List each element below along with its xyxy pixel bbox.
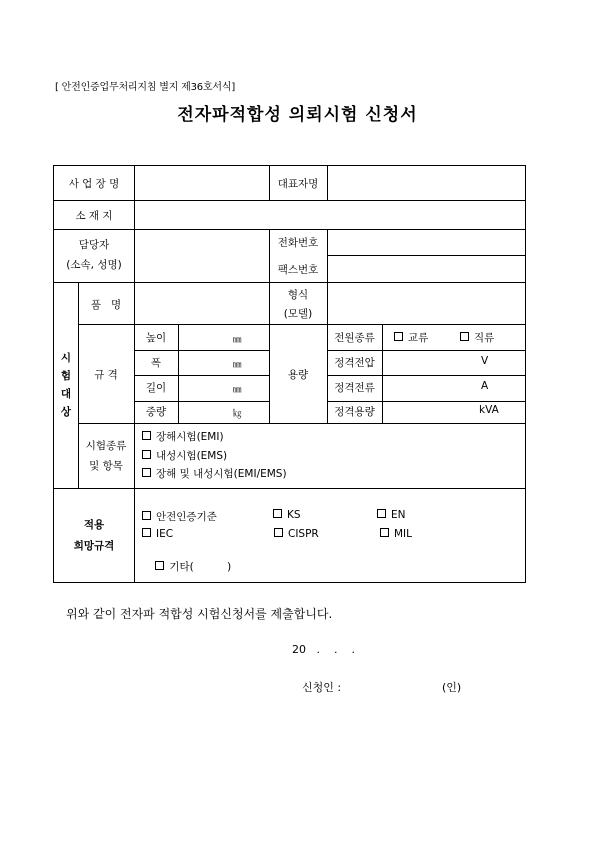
width-label: 폭 bbox=[150, 357, 162, 369]
length-label: 길이 bbox=[145, 382, 167, 394]
business-name-label: 사 업 장 명 bbox=[68, 178, 120, 190]
test-type-label: 시험종류 bbox=[85, 440, 127, 452]
contact-sublabel: (소속, 성명) bbox=[66, 259, 122, 271]
power-ac-checkbox[interactable] bbox=[394, 332, 403, 341]
date-line: 20 . . . bbox=[292, 643, 355, 656]
applicant-signature-field[interactable] bbox=[366, 676, 436, 694]
height-field[interactable] bbox=[179, 325, 229, 349]
standard-other-checkbox[interactable] bbox=[155, 561, 164, 570]
rated-current-field[interactable] bbox=[383, 376, 475, 400]
standard-safety-checkbox[interactable] bbox=[142, 511, 151, 520]
fax-field[interactable] bbox=[328, 256, 524, 281]
test-type-emi[interactable] bbox=[142, 429, 224, 444]
test-target-label-2: 험 bbox=[60, 370, 72, 382]
standard-iec-checkbox[interactable] bbox=[142, 528, 151, 537]
spec-label: 규 격 bbox=[94, 369, 118, 381]
seal-mark: (인) bbox=[442, 681, 462, 694]
standard-option-cispr[interactable] bbox=[274, 528, 319, 540]
rated-current-label: 정격전류 bbox=[334, 382, 375, 394]
phone-field[interactable] bbox=[328, 230, 524, 254]
length-field[interactable] bbox=[179, 376, 229, 400]
standard-option-safety[interactable] bbox=[142, 509, 217, 524]
fax-label: 팩스번호 bbox=[277, 264, 319, 276]
power-dc-option[interactable] bbox=[460, 330, 494, 345]
contact-field[interactable] bbox=[135, 230, 268, 281]
power-dc-checkbox[interactable] bbox=[460, 332, 469, 341]
power-type-label: 전원종류 bbox=[334, 332, 375, 344]
width-field[interactable] bbox=[179, 351, 229, 374]
address-label: 소 재 지 bbox=[75, 210, 113, 222]
rated-capacity-field[interactable] bbox=[383, 402, 475, 422]
product-name-field[interactable] bbox=[135, 283, 268, 323]
width-unit: ㎜ bbox=[233, 360, 242, 370]
height-unit: ㎜ bbox=[233, 335, 242, 345]
standards-label: 적용 bbox=[83, 519, 105, 531]
length-unit: ㎜ bbox=[233, 385, 242, 395]
standard-option-iec[interactable] bbox=[142, 528, 173, 540]
form-reference: [ 안전인증업무처리지침 별지 제36호서식] bbox=[55, 82, 236, 93]
standard-mil-checkbox[interactable] bbox=[380, 528, 389, 537]
standard-cispr-checkbox[interactable] bbox=[274, 528, 283, 537]
standard-ks-label: KS bbox=[287, 509, 301, 521]
test-target-label-1: 시 bbox=[60, 352, 72, 364]
contact-label: 담당자 bbox=[78, 239, 110, 251]
address-field[interactable] bbox=[135, 201, 524, 228]
test-type-sublabel: 및 항목 bbox=[89, 460, 123, 472]
standard-en-label: EN bbox=[391, 509, 406, 521]
representative-field[interactable] bbox=[328, 167, 524, 199]
rated-capacity-unit: kVA bbox=[479, 404, 499, 416]
rated-current-unit: A bbox=[481, 380, 489, 392]
model-sublabel: (모델) bbox=[283, 308, 313, 320]
application-form-table bbox=[53, 165, 526, 583]
standard-option-ks[interactable] bbox=[273, 509, 301, 521]
rated-voltage-label: 정격전압 bbox=[334, 357, 375, 369]
height-label: 높이 bbox=[145, 332, 167, 344]
standard-other-label: 기타( ) bbox=[169, 561, 232, 573]
weight-field[interactable] bbox=[179, 402, 229, 422]
power-ac-label: 교류 bbox=[408, 332, 429, 344]
standard-ks-checkbox[interactable] bbox=[273, 509, 282, 518]
standard-option-other[interactable] bbox=[142, 547, 231, 586]
standard-cispr-label: CISPR bbox=[288, 528, 319, 540]
test-type-emi-checkbox[interactable] bbox=[142, 431, 151, 440]
representative-label: 대표자명 bbox=[277, 178, 319, 190]
weight-label: 중량 bbox=[145, 406, 167, 418]
test-type-emi-ems-checkbox[interactable] bbox=[142, 468, 151, 477]
capacity-label: 용량 bbox=[287, 369, 309, 381]
power-dc-label: 직류 bbox=[474, 332, 495, 344]
test-target-label-4: 상 bbox=[60, 406, 72, 418]
standard-safety-label: 안전인증기준 bbox=[156, 511, 217, 523]
page-title: 전자파적합성 의뢰시험 신청서 bbox=[177, 105, 418, 125]
test-type-ems-checkbox[interactable] bbox=[142, 450, 151, 459]
product-name-label: 품 명 bbox=[90, 299, 122, 311]
power-ac-option[interactable] bbox=[394, 330, 428, 345]
standard-mil-label: MIL bbox=[394, 528, 413, 540]
applicant-signature-label: 신청인 : bbox=[302, 681, 342, 694]
business-name-field[interactable] bbox=[135, 167, 268, 199]
rated-voltage-field[interactable] bbox=[383, 351, 475, 374]
rated-capacity-label: 정격용량 bbox=[334, 406, 375, 418]
test-type-emi-ems-label: 장해 및 내성시험(EMI/EMS) bbox=[156, 468, 287, 480]
standard-option-mil[interactable] bbox=[380, 528, 412, 540]
test-target-label-3: 대 bbox=[60, 388, 72, 400]
standard-option-en[interactable] bbox=[377, 509, 406, 521]
test-type-ems[interactable] bbox=[142, 448, 227, 463]
standard-iec-label: IEC bbox=[156, 528, 174, 540]
declaration-text: 위와 같이 전자파 적합성 시험신청서를 제출합니다. bbox=[66, 607, 333, 621]
phone-label: 전화번호 bbox=[277, 237, 319, 249]
test-type-emi-ems[interactable] bbox=[142, 466, 287, 481]
model-field[interactable] bbox=[328, 283, 524, 323]
model-label: 형식 bbox=[287, 289, 309, 301]
standard-en-checkbox[interactable] bbox=[377, 509, 386, 518]
test-type-emi-label: 장해시험(EMI) bbox=[156, 431, 224, 443]
test-type-ems-label: 내성시험(EMS) bbox=[156, 450, 228, 462]
rated-voltage-unit: V bbox=[481, 355, 489, 367]
standards-sublabel: 희망규격 bbox=[73, 540, 115, 552]
weight-unit: ㎏ bbox=[233, 409, 242, 419]
